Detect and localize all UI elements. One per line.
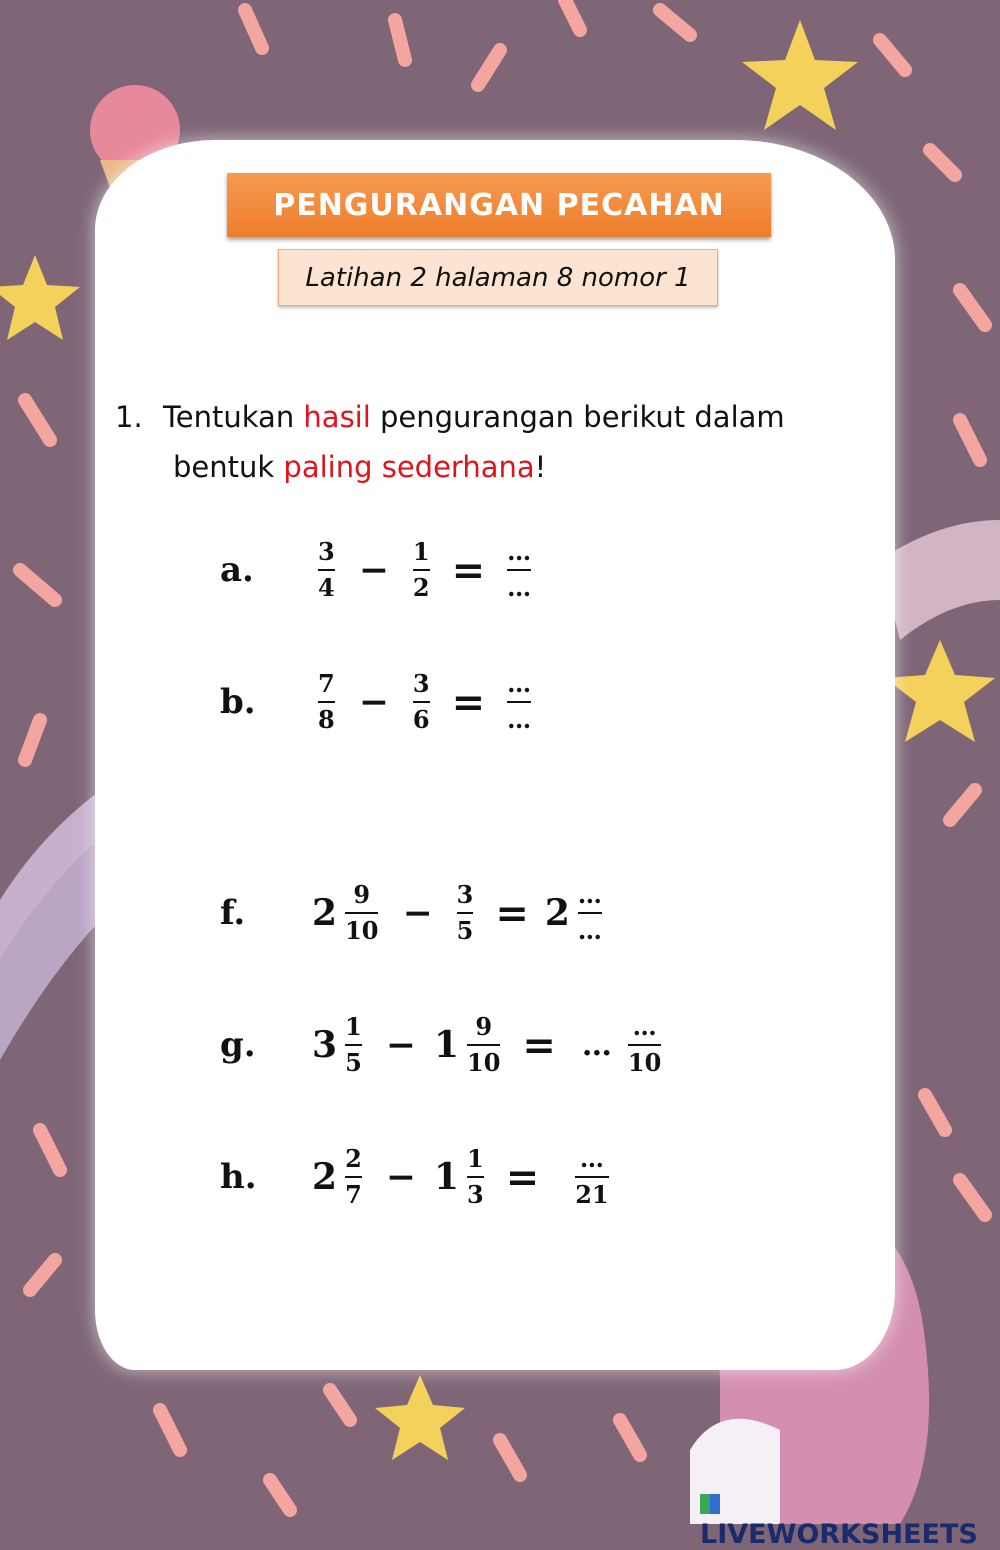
instruction-part3: bentuk (173, 450, 275, 484)
answer-denominator: 21 (575, 1180, 609, 1209)
fraction (457, 880, 474, 946)
fraction (345, 1144, 362, 1210)
minus-sign: − (385, 1024, 416, 1066)
instruction-part2: pengurangan berikut dalam (380, 400, 785, 434)
problem-label: a. (220, 550, 254, 590)
denominator: 5 (456, 916, 474, 945)
answer-whole-number: 2 (544, 892, 570, 934)
equals-sign: = (451, 546, 486, 594)
minus-sign: − (358, 549, 389, 591)
answer-denominator-blank[interactable]: … (507, 705, 532, 734)
numerator: 9 (475, 1012, 493, 1041)
answer-fraction (507, 669, 531, 735)
answer-numerator-blank[interactable]: … (579, 1144, 604, 1173)
logo-text: LIVEWORKSHEETS (700, 1519, 978, 1550)
answer-denominator-blank[interactable]: … (507, 573, 532, 602)
problem-f (220, 868, 608, 958)
denominator: 7 (345, 1180, 362, 1209)
numerator: 3 (456, 880, 474, 909)
page-title: PENGURANGAN PECAHAN (227, 173, 771, 237)
instruction-highlight-sederhana: paling sederhana (283, 450, 535, 484)
fraction (318, 537, 335, 603)
numerator: 7 (318, 669, 335, 698)
equals-sign: = (522, 1021, 556, 1069)
answer-denominator: 10 (627, 1048, 662, 1077)
numerator: 1 (467, 1144, 484, 1173)
instruction-highlight-hasil: hasil (303, 400, 371, 434)
instruction-text (115, 392, 875, 492)
liveworksheets-logo (700, 1488, 1000, 1550)
problem-label: h. (220, 1157, 257, 1197)
equals-sign: = (451, 678, 486, 726)
fraction (467, 1144, 484, 1210)
answer-denominator-blank[interactable]: … (577, 916, 602, 945)
whole-number: 1 (433, 1024, 459, 1066)
fraction (413, 537, 430, 603)
fraction (318, 669, 335, 735)
denominator: 3 (467, 1180, 484, 1209)
numerator: 3 (318, 537, 335, 566)
denominator: 8 (318, 705, 335, 734)
answer-fraction (575, 1144, 608, 1210)
equals-sign: = (505, 1153, 540, 1201)
whole-number: 2 (312, 892, 338, 934)
fraction (413, 669, 430, 735)
numerator: 1 (345, 1012, 362, 1041)
denominator: 10 (345, 916, 379, 945)
whole-number: 3 (312, 1024, 338, 1066)
fraction (467, 1012, 500, 1078)
logo-icon (700, 1494, 720, 1514)
denominator: 2 (412, 573, 430, 602)
instruction-end: ! (534, 450, 547, 484)
answer-fraction (578, 880, 602, 946)
minus-sign: − (358, 681, 389, 723)
numerator: 9 (353, 880, 371, 909)
answer-numerator-blank[interactable]: … (632, 1012, 657, 1041)
equals-sign: = (495, 889, 529, 937)
problem-g (220, 1000, 667, 1090)
answer-fraction (507, 537, 531, 603)
numerator: 2 (345, 1144, 362, 1173)
whole-number: 1 (433, 1156, 459, 1198)
problem-a (220, 525, 537, 615)
problem-label: b. (220, 682, 256, 722)
minus-sign: − (385, 1156, 416, 1198)
answer-whole-blank[interactable]: … (581, 1027, 612, 1063)
answer-numerator-blank[interactable]: … (507, 669, 532, 698)
minus-sign: − (402, 892, 433, 934)
answer-numerator-blank[interactable]: … (507, 537, 532, 566)
problem-label: f. (220, 893, 246, 933)
denominator: 4 (318, 573, 335, 602)
numerator: 1 (412, 537, 430, 566)
denominator: 6 (412, 705, 430, 734)
problem-label: g. (220, 1025, 256, 1065)
problem-h (220, 1132, 615, 1222)
denominator: 5 (345, 1048, 362, 1077)
answer-numerator-blank[interactable]: … (577, 880, 602, 909)
problem-b (220, 657, 537, 747)
answer-fraction (628, 1012, 661, 1078)
page-subtitle: Latihan 2 halaman 8 nomor 1 (278, 249, 718, 306)
fraction (345, 880, 378, 946)
denominator: 10 (467, 1048, 501, 1077)
question-number: 1. (115, 400, 143, 434)
instruction-part1: Tentukan (163, 400, 295, 434)
numerator: 3 (412, 669, 430, 698)
fraction (345, 1012, 362, 1078)
whole-number: 2 (312, 1156, 338, 1198)
